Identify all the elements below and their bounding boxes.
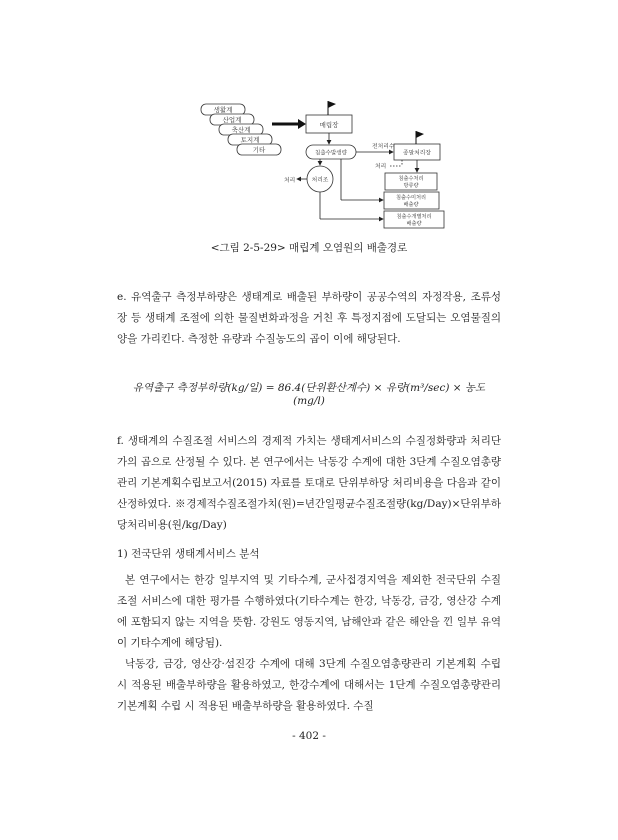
emission-pathway-diagram [0, 0, 618, 240]
figure-caption: <그림 2-5-29> 매립계 오염원의 배출경로 [210, 242, 408, 254]
flag-icon [328, 101, 336, 108]
page-number: - 402 - [292, 730, 326, 742]
paragraph-2: 낙동강, 금강, 영산강·섬진강 수계에 대해 3단계 수질오염총량관리 기본계획 수립 시 적용된 배출부하량을 활용하였고, 한강수계에 대해서는 1단계 수질오염총량관리 기본계획 수립 시 적용된 배출부하량을 활용하였다. 수질 [117, 658, 501, 712]
individual-discharge-label-1: 침출수개별처리 [396, 214, 432, 220]
pre-treatment-label: 전처리수 [372, 144, 395, 150]
source-label: 토지계 [240, 136, 260, 144]
untreated-discharge-label-2: 배출량 [403, 202, 419, 208]
source-stack [201, 104, 281, 155]
individual-discharge-label-2: 배출량 [406, 221, 422, 227]
source-label: 산업계 [222, 116, 242, 124]
treated-discharge-label-2: 방류량 [403, 183, 419, 189]
flag-icon [416, 131, 424, 138]
section-heading: 1) 전국단위 생태계서비스 분석 [117, 548, 260, 560]
source-label: 기타 [252, 146, 266, 154]
terminal-plant-label: 종말처리장 [403, 150, 431, 157]
treatment-label-right: 처리 [375, 164, 387, 170]
leachate-generation-label: 침출수발생량 [315, 150, 347, 157]
source-label: 생활계 [213, 106, 233, 114]
source-label: 축산계 [231, 126, 251, 134]
treated-discharge-label-1: 침출수처리 [398, 176, 424, 182]
treatment-process-label: 처리조 [311, 177, 329, 184]
paragraph-1: 본 연구에서는 한강 일부지역 및 기타수계, 군사접경지역을 제외한 전국단위 수질조절 서비스에 대한 평가를 수행하였다(기타수계는 한강, 낙동강, 금강, 영산강 수계에 포함되지 않는 지역을 뜻함. 강원도 영동지역, 남해안과 같은 해안을 낀 일부 유역이 기타수계에 해당됨). [117, 574, 501, 649]
formula: 유역출구 측정부하량(kg/일) = 86.4(단위환산계수) × 유량(m³/sec) × 농도(mg/l) [132, 382, 486, 407]
landfill-label: 매립장 [319, 121, 339, 129]
paragraph-f: f. 생태계의 수질조절 서비스의 경제적 가치는 생태계서비스의 수질정화량과 처리단가의 곱으로 산정될 수 있다. 본 연구에서는 낙동강 수계에 대한 3단계 수질오염총량관리 기본계획수립보고서(2015) 자료를 토대로 단위부하당 처리비용을 다음과 같이 산정하였다. ※경제적수질조절가치(원)=년간일평균수질조절량(kg/Day)×단위부하당처리비용(원/kg/Day) [117, 435, 501, 531]
untreated-discharge-label-1: 침출수미처리 [395, 195, 427, 201]
paragraph-e: e. 유역출구 측정부하량은 생태계로 배출된 부하량이 공공수역의 자정작용, 조류성장 등 생태계 조절에 의한 물질변화과정을 거친 후 특정지점에 도달되는 오염물질의 양을 가리킨다. 측정한 유량과 수질농도의 곱이 이에 해당된다. [117, 291, 501, 345]
treatment-label-left: 처리 [284, 178, 296, 184]
